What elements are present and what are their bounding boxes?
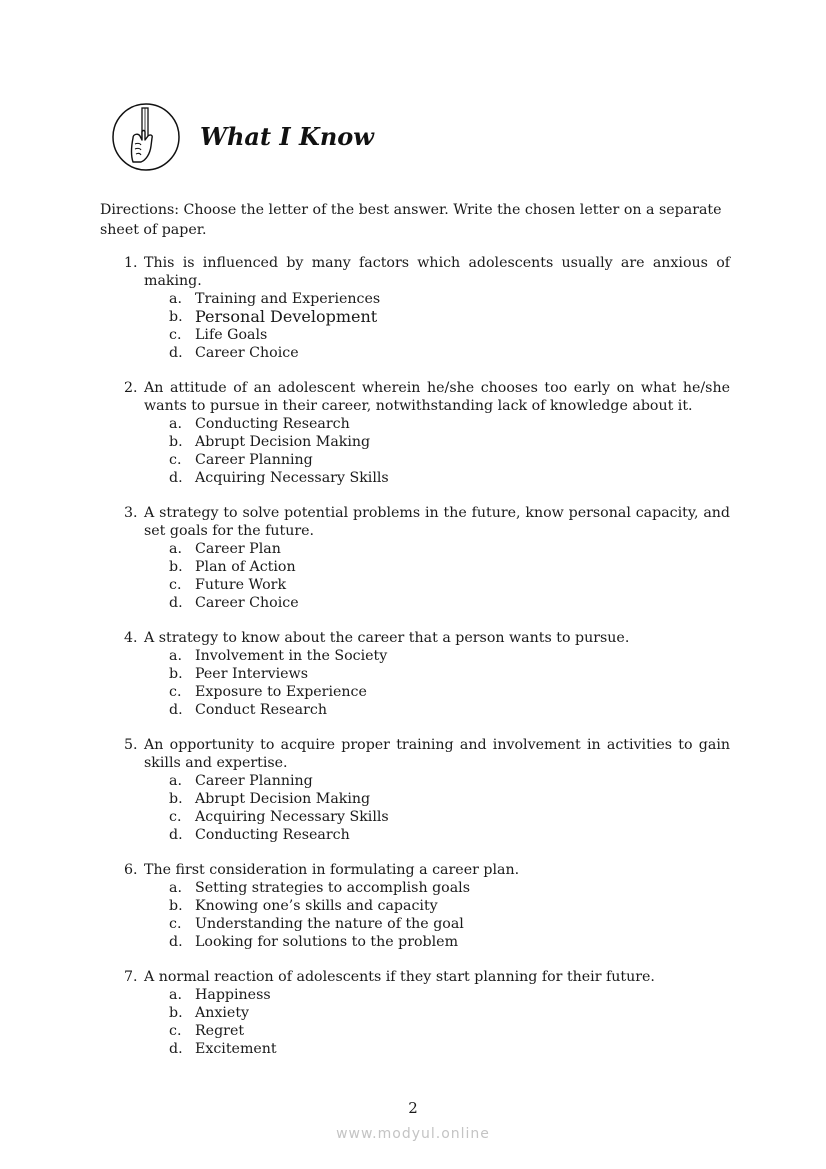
answer-option [100, 933, 730, 951]
option-text: Career Planning [195, 773, 313, 789]
option-letter: b. [169, 791, 183, 807]
question-text: An opportunity to acquire proper training and involvement in activities to gain skills and expertise. [144, 737, 730, 771]
option-text: Future Work [195, 577, 287, 593]
answer-option [100, 326, 730, 344]
answer-option [100, 683, 730, 701]
question-text: This is influenced by many factors which adolescents usually are anxious of making. [144, 255, 730, 289]
option-text: Setting strategies to accomplish goals [195, 880, 470, 896]
question-item [100, 861, 730, 951]
answer-option [100, 469, 730, 487]
option-text: Abrupt Decision Making [195, 434, 371, 450]
answer-option [100, 576, 730, 594]
option-letter: b. [169, 1005, 183, 1021]
option-letter: c. [169, 809, 182, 825]
question-item [100, 379, 730, 487]
option-text: Happiness [195, 987, 271, 1003]
answer-option [100, 1022, 730, 1040]
answer-option [100, 540, 730, 558]
option-letter: d. [169, 702, 183, 718]
option-text: Training and Experiences [195, 291, 381, 307]
answer-option [100, 290, 730, 308]
answer-option [100, 451, 730, 469]
option-letter: d. [169, 470, 183, 486]
option-letter: c. [169, 452, 182, 468]
question-number: 3. [124, 505, 138, 521]
question-number: 1. [124, 255, 138, 271]
answer-option [100, 308, 730, 326]
option-letter: a. [169, 987, 182, 1003]
page-number: 2 [408, 1099, 418, 1117]
option-text: Knowing one’s skills and capacity [195, 898, 438, 914]
option-letter: d. [169, 934, 183, 950]
option-text: Career Plan [195, 541, 281, 557]
answer-option [100, 879, 730, 897]
watermark: www.modyul.online [336, 1126, 490, 1142]
answer-option [100, 897, 730, 915]
answer-option [100, 1004, 730, 1022]
answer-option [100, 433, 730, 451]
answer-option [100, 415, 730, 433]
option-letter: d. [169, 595, 183, 611]
answer-option [100, 790, 730, 808]
question-item [100, 254, 730, 362]
option-text: Excitement [195, 1041, 277, 1057]
answer-option [100, 665, 730, 683]
question-number: 7. [124, 969, 138, 985]
option-text: Conducting Research [195, 416, 350, 432]
question-list [100, 254, 730, 1075]
option-letter: b. [169, 666, 183, 682]
answer-option [100, 826, 730, 844]
question-text: A normal reaction of adolescents if they start planning for their future. [144, 969, 655, 985]
option-letter: c. [169, 684, 182, 700]
option-letter: b. [169, 434, 183, 450]
option-letter: d. [169, 1041, 183, 1057]
option-text: Acquiring Necessary Skills [195, 470, 389, 486]
option-letter: a. [169, 880, 182, 896]
answer-option [100, 701, 730, 719]
option-text: Plan of Action [195, 559, 296, 575]
question-text: A strategy to solve potential problems in the future, know personal capacity, and set goals for the future. [144, 505, 730, 539]
option-text: Conduct Research [195, 702, 327, 718]
directions-text: Directions: Choose the letter of the best answer. Write the chosen letter on a separate sheet of paper. [100, 202, 722, 238]
option-letter: b. [169, 898, 183, 914]
answer-option [100, 558, 730, 576]
option-letter: c. [169, 327, 182, 343]
option-text: Career Choice [195, 595, 299, 611]
answer-option [100, 915, 730, 933]
pencil-hand-icon [111, 102, 181, 172]
option-letter: a. [169, 416, 182, 432]
answer-option [100, 808, 730, 826]
option-letter: c. [169, 577, 182, 593]
option-text: Career Planning [195, 452, 313, 468]
option-letter: d. [169, 345, 183, 361]
question-number: 6. [124, 862, 138, 878]
option-text: Looking for solutions to the problem [195, 934, 459, 950]
option-text: Conducting Research [195, 827, 350, 843]
question-text: An attitude of an adolescent wherein he/she chooses too early on what he/she wants to pursue in their career, notwithstanding lack of knowledge about it. [144, 380, 730, 414]
answer-option [100, 344, 730, 362]
answer-option [100, 772, 730, 790]
option-letter: a. [169, 541, 182, 557]
question-text: A strategy to know about the career that a person wants to pursue. [144, 630, 630, 646]
option-letter: c. [169, 916, 182, 932]
option-text: Abrupt Decision Making [195, 791, 371, 807]
option-text: Career Choice [195, 345, 299, 361]
option-text: Peer Interviews [195, 666, 308, 682]
option-letter: b. [169, 309, 183, 325]
option-letter: c. [169, 1023, 182, 1039]
option-text: Anxiety [195, 1005, 250, 1021]
question-number: 2. [124, 380, 138, 396]
option-text: Acquiring Necessary Skills [195, 809, 389, 825]
question-item [100, 504, 730, 612]
answer-option [100, 1040, 730, 1058]
option-letter: a. [169, 291, 182, 307]
answer-option [100, 594, 730, 612]
answer-option [100, 986, 730, 1004]
option-text: Exposure to Experience [195, 684, 367, 700]
question-number: 4. [124, 630, 138, 646]
option-letter: d. [169, 827, 183, 843]
option-letter: a. [169, 648, 182, 664]
option-letter: b. [169, 559, 183, 575]
option-text: Personal Development [195, 307, 378, 326]
question-text: The first consideration in formulating a career plan. [144, 862, 520, 878]
question-item [100, 629, 730, 719]
option-text: Regret [195, 1023, 245, 1039]
option-text: Life Goals [195, 327, 268, 343]
page-title: What I Know [200, 122, 374, 151]
question-item [100, 968, 730, 1058]
question-item [100, 736, 730, 844]
question-number: 5. [124, 737, 138, 753]
option-letter: a. [169, 773, 182, 789]
answer-option [100, 647, 730, 665]
option-text: Involvement in the Society [195, 648, 388, 664]
option-text: Understanding the nature of the goal [195, 916, 464, 932]
